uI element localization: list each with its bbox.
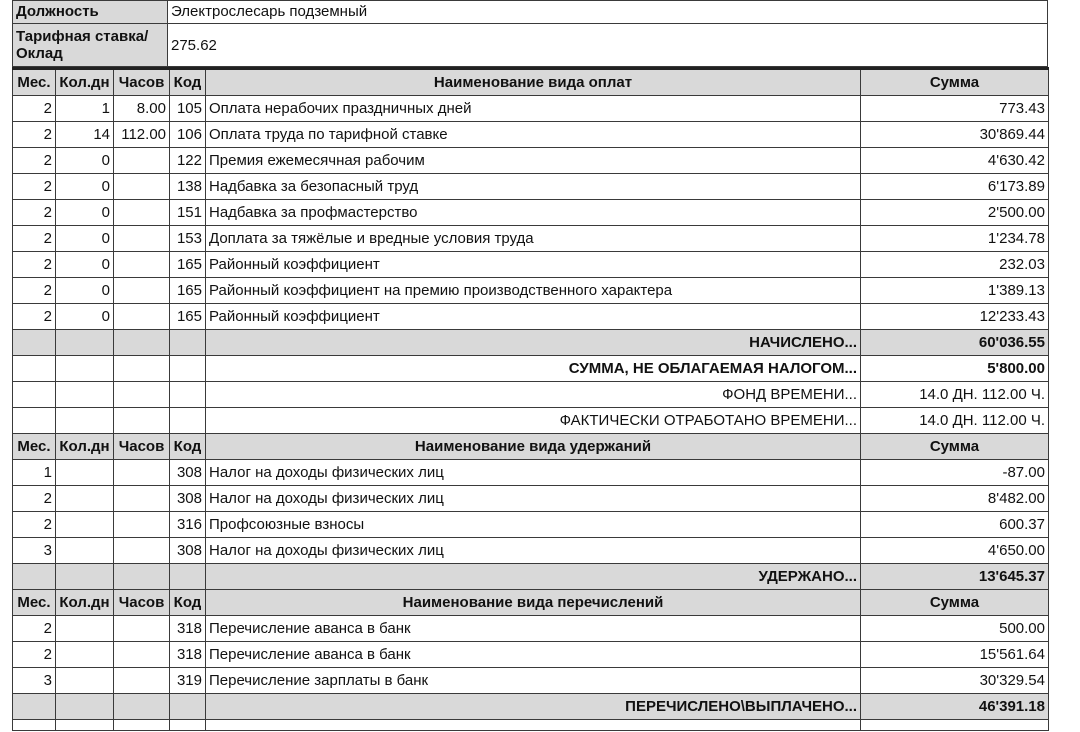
- transfers-header-name: Наименование вида перечислений: [206, 590, 861, 616]
- code-cell: 318: [170, 616, 206, 642]
- payments-header-month: Мес.: [13, 69, 56, 96]
- table-row: [13, 96, 1049, 122]
- deductions-header-code: Код: [170, 434, 206, 460]
- name-cell: Перечисление зарплаты в банк: [206, 668, 861, 694]
- empty-cell: [170, 382, 206, 408]
- payments-header-hours: Часов: [114, 69, 170, 96]
- transfers-section: [13, 590, 1049, 720]
- code-cell: 122: [170, 148, 206, 174]
- sum-cell: 500.00: [861, 616, 1049, 642]
- month-cell: 2: [13, 512, 56, 538]
- table-row: [13, 278, 1049, 304]
- position-label: Должность: [13, 1, 168, 24]
- code-cell: 165: [170, 304, 206, 330]
- hours-cell: [114, 200, 170, 226]
- sum-cell: 232.03: [861, 252, 1049, 278]
- days-cell: [56, 460, 114, 486]
- hours-cell: [114, 252, 170, 278]
- deductions-header-name: Наименование вида удержаний: [206, 434, 861, 460]
- deducted-total-row: [13, 564, 1049, 590]
- name-cell: Перечисление аванса в банк: [206, 616, 861, 642]
- hours-cell: [114, 538, 170, 564]
- hours-cell: [114, 148, 170, 174]
- table-row: [13, 616, 1049, 642]
- hours-cell: [114, 304, 170, 330]
- empty-cell: [114, 330, 170, 356]
- name-cell: Оплата труда по тарифной ставке: [206, 122, 861, 148]
- hours-cell: [114, 460, 170, 486]
- empty-cell: [13, 382, 56, 408]
- rate-label: Тарифная ставка/ Оклад: [13, 24, 168, 67]
- cut-off-row: [13, 720, 1049, 731]
- sum-cell: 600.37: [861, 512, 1049, 538]
- table-row: [13, 486, 1049, 512]
- code-cell: 106: [170, 122, 206, 148]
- payments-header-sum: Сумма: [861, 69, 1049, 96]
- code-cell: 318: [170, 642, 206, 668]
- deductions-header-month: Мес.: [13, 434, 56, 460]
- empty-cell: [170, 408, 206, 434]
- empty-cell: [114, 408, 170, 434]
- month-cell: 2: [13, 122, 56, 148]
- days-cell: [56, 486, 114, 512]
- month-cell: 2: [13, 616, 56, 642]
- deductions-header-sum: Сумма: [861, 434, 1049, 460]
- sum-cell: -87.00: [861, 460, 1049, 486]
- empty-cell: [170, 564, 206, 590]
- hours-cell: 8.00: [114, 96, 170, 122]
- days-cell: 0: [56, 304, 114, 330]
- code-cell: 308: [170, 460, 206, 486]
- empty-cell: [13, 694, 56, 720]
- days-cell: 0: [56, 174, 114, 200]
- employee-info-table: [12, 0, 1048, 67]
- table-row: [13, 200, 1049, 226]
- days-cell: 0: [56, 278, 114, 304]
- deductions-header-hours: Часов: [114, 434, 170, 460]
- name-cell: Районный коэффициент: [206, 304, 861, 330]
- table-row: [13, 148, 1049, 174]
- days-cell: 0: [56, 200, 114, 226]
- sum-cell: 1'389.13: [861, 278, 1049, 304]
- table-row: [13, 668, 1049, 694]
- month-cell: 2: [13, 200, 56, 226]
- transfers-header-row: [13, 590, 1049, 616]
- transfers-header-hours: Часов: [114, 590, 170, 616]
- hours-cell: [114, 668, 170, 694]
- empty-cell: [56, 694, 114, 720]
- payslip: [12, 0, 1048, 731]
- empty-cell: [13, 356, 56, 382]
- name-cell: Надбавка за профмастерство: [206, 200, 861, 226]
- code-cell: 316: [170, 512, 206, 538]
- payments-header-code: Код: [170, 69, 206, 96]
- month-cell: 2: [13, 252, 56, 278]
- transfers-header-days: Кол.дн: [56, 590, 114, 616]
- empty-cell: [56, 382, 114, 408]
- code-cell: 165: [170, 252, 206, 278]
- empty-cell: [170, 694, 206, 720]
- sum-cell: 2'500.00: [861, 200, 1049, 226]
- accrued-total-row-label: НАЧИСЛЕНО...: [206, 330, 861, 356]
- table-row: [13, 538, 1049, 564]
- days-cell: 0: [56, 148, 114, 174]
- month-cell: 2: [13, 642, 56, 668]
- code-cell: 138: [170, 174, 206, 200]
- empty-cell: [56, 408, 114, 434]
- table-row: [13, 512, 1049, 538]
- name-cell: Профсоюзные взносы: [206, 512, 861, 538]
- sum-cell: 4'630.42: [861, 148, 1049, 174]
- name-cell: Надбавка за безопасный труд: [206, 174, 861, 200]
- transferred-total-row-value: 46'391.18: [861, 694, 1049, 720]
- accrued-total-row: [13, 330, 1049, 356]
- worked-time-row-label: ФАКТИЧЕСКИ ОТРАБОТАНО ВРЕМЕНИ...: [206, 408, 861, 434]
- transfers-header-code: Код: [170, 590, 206, 616]
- month-cell: 2: [13, 226, 56, 252]
- month-cell: 2: [13, 278, 56, 304]
- sum-cell: 773.43: [861, 96, 1049, 122]
- hours-cell: [114, 486, 170, 512]
- code-cell: 151: [170, 200, 206, 226]
- code-cell: 153: [170, 226, 206, 252]
- empty-cell: [13, 330, 56, 356]
- hours-cell: [114, 642, 170, 668]
- month-cell: 3: [13, 668, 56, 694]
- untaxed-total-row: [13, 356, 1049, 382]
- sum-cell: 4'650.00: [861, 538, 1049, 564]
- empty-cell: [114, 694, 170, 720]
- deductions-section: [13, 434, 1049, 590]
- transfers-header-month: Мес.: [13, 590, 56, 616]
- name-cell: Налог на доходы физических лиц: [206, 460, 861, 486]
- hours-cell: [114, 174, 170, 200]
- worked-time-row-value: 14.0 ДН. 112.00 Ч.: [861, 408, 1049, 434]
- deducted-total-row-value: 13'645.37: [861, 564, 1049, 590]
- deductions-header-days: Кол.дн: [56, 434, 114, 460]
- sum-cell: 8'482.00: [861, 486, 1049, 512]
- deducted-total-row-label: УДЕРЖАНО...: [206, 564, 861, 590]
- transfers-header-sum: Сумма: [861, 590, 1049, 616]
- rate-value: 275.62: [168, 24, 1048, 67]
- payments-header-days: Кол.дн: [56, 69, 114, 96]
- days-cell: [56, 616, 114, 642]
- month-cell: 2: [13, 304, 56, 330]
- deductions-header-row: [13, 434, 1049, 460]
- days-cell: 0: [56, 226, 114, 252]
- transferred-total-row-label: ПЕРЕЧИСЛЕНО\ВЫПЛАЧЕНО...: [206, 694, 861, 720]
- name-cell: Районный коэффициент на премию производственного характера: [206, 278, 861, 304]
- name-cell: Премия ежемесячная рабочим: [206, 148, 861, 174]
- empty-cell: [56, 564, 114, 590]
- empty-cell: [56, 330, 114, 356]
- code-cell: 319: [170, 668, 206, 694]
- table-row: [13, 122, 1049, 148]
- name-cell: Перечисление аванса в банк: [206, 642, 861, 668]
- days-cell: [56, 538, 114, 564]
- name-cell: Налог на доходы физических лиц: [206, 486, 861, 512]
- hours-cell: [114, 226, 170, 252]
- table-row: [13, 174, 1049, 200]
- empty-cell: [114, 564, 170, 590]
- payments-header-name: Наименование вида оплат: [206, 69, 861, 96]
- transferred-total-row: [13, 694, 1049, 720]
- empty-cell: [114, 382, 170, 408]
- hours-cell: [114, 278, 170, 304]
- payments-header-row: [13, 69, 1049, 96]
- worked-time-row: [13, 408, 1049, 434]
- hours-cell: 112.00: [114, 122, 170, 148]
- name-cell: Оплата нерабочих праздничных дней: [206, 96, 861, 122]
- month-cell: 1: [13, 460, 56, 486]
- days-cell: [56, 642, 114, 668]
- time-fund-row-value: 14.0 ДН. 112.00 Ч.: [861, 382, 1049, 408]
- days-cell: 1: [56, 96, 114, 122]
- table-row: [13, 226, 1049, 252]
- table-row: [13, 252, 1049, 278]
- name-cell: Налог на доходы физических лиц: [206, 538, 861, 564]
- sum-cell: 30'329.54: [861, 668, 1049, 694]
- empty-cell: [170, 330, 206, 356]
- name-cell: Доплата за тяжёлые и вредные условия труда: [206, 226, 861, 252]
- empty-cell: [114, 356, 170, 382]
- empty-cell: [56, 356, 114, 382]
- days-cell: 14: [56, 122, 114, 148]
- name-cell: Районный коэффициент: [206, 252, 861, 278]
- code-cell: 165: [170, 278, 206, 304]
- days-cell: [56, 668, 114, 694]
- empty-cell: [170, 356, 206, 382]
- code-cell: 105: [170, 96, 206, 122]
- accrued-total-row-value: 60'036.55: [861, 330, 1049, 356]
- empty-cell: [13, 564, 56, 590]
- table-row: [13, 304, 1049, 330]
- code-cell: 308: [170, 486, 206, 512]
- payslip-table: [12, 67, 1049, 731]
- month-cell: 2: [13, 174, 56, 200]
- payments-section: [13, 69, 1049, 434]
- position-value: Электрослесарь подземный: [168, 1, 1048, 24]
- sum-cell: 15'561.64: [861, 642, 1049, 668]
- sum-cell: 30'869.44: [861, 122, 1049, 148]
- days-cell: [56, 512, 114, 538]
- month-cell: 2: [13, 148, 56, 174]
- hours-cell: [114, 512, 170, 538]
- empty-cell: [13, 408, 56, 434]
- untaxed-total-row-value: 5'800.00: [861, 356, 1049, 382]
- sum-cell: 6'173.89: [861, 174, 1049, 200]
- table-row: [13, 642, 1049, 668]
- month-cell: 2: [13, 486, 56, 512]
- month-cell: 2: [13, 96, 56, 122]
- hours-cell: [114, 616, 170, 642]
- sum-cell: 12'233.43: [861, 304, 1049, 330]
- sum-cell: 1'234.78: [861, 226, 1049, 252]
- untaxed-total-row-label: СУММА, НЕ ОБЛАГАЕМАЯ НАЛОГОМ...: [206, 356, 861, 382]
- code-cell: 308: [170, 538, 206, 564]
- days-cell: 0: [56, 252, 114, 278]
- time-fund-row: [13, 382, 1049, 408]
- table-row: [13, 460, 1049, 486]
- month-cell: 3: [13, 538, 56, 564]
- time-fund-row-label: ФОНД ВРЕМЕНИ...: [206, 382, 861, 408]
